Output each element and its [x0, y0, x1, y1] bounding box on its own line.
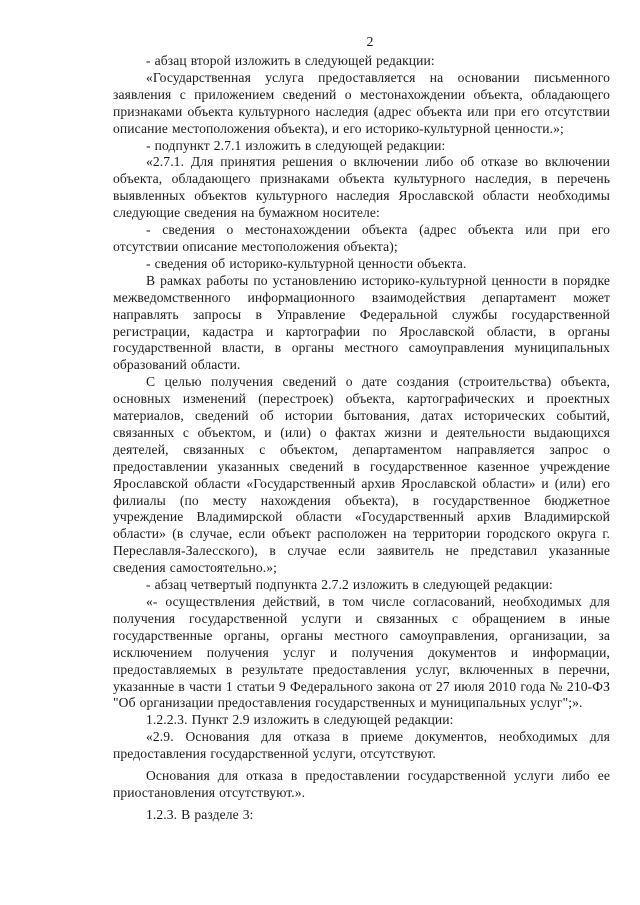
paragraph: - сведения о местонахождении объекта (адрес объекта или при его отсутствии описание местоположения объекта);	[113, 222, 610, 254]
paragraph: 1.2.3. В разделе 3:	[146, 806, 254, 822]
paragraph: «Государственная услуга предоставляется на основании письменного заявления с приложением сведений о местонахождении объекта, обладающего признаками объекта культурного наследия (адрес объекта или при его отсутствии описание местоположения объекта), и его историко-культурной ценности.»;	[113, 69, 610, 136]
paragraph: - абзац второй изложить в следующей редакции:	[146, 53, 435, 68]
paragraph: 1.2.2.3. Пункт 2.9 изложить в следующей редакции:	[146, 712, 454, 728]
paragraph: - абзац четвертый подпункта 2.7.2 изложить в следующей редакции:	[146, 577, 553, 593]
paragraph: «2.9. Основания для отказа в приеме документов, необходимых для предоставления государственной услуги, отсутствуют.	[113, 729, 610, 762]
paragraph: «- осуществления действий, в том числе согласований, необходимых для получения государственной услуги и связанных с обращением в иные государственные органы, органы местного самоуправления, организации, за исключением получения услуг и получения документов и информации, предоставляемых в результате предоставления услуг, включенных в перечни, указанные в части 1 статьи 9 Федерального закона от 27 июля 2010 года № 210-ФЗ "Об организации предоставления государственных и муниципальных услуг";».	[113, 594, 610, 711]
paragraph: «2.7.1. Для принятия решения о включении либо об отказе во включении объекта, обладающего признаками объекта культурного наследия, в перечень выявленных объектов культурного наследия Ярославской области необходимы следующие сведения на бумажном носителе:	[113, 154, 610, 221]
paragraph: - подпункт 2.7.1 изложить в следующей редакции:	[146, 137, 446, 153]
paragraph: - сведения об историко-культурной ценности объекта.	[146, 255, 467, 271]
paragraph: В рамках работы по установлению историко-культурной ценности в порядке межведомственного информационного взаимодействия департамент может направлять запросы в Управление Федеральной службы государственной регистрации, кадастра и картографии по Ярославской области, в органы государственной власти, в органы местного самоуправления муниципальных образований области.	[113, 272, 610, 373]
paragraph: Основания для отказа в предоставлении государственной услуги либо ее приостановления отсутствуют.».	[113, 768, 610, 800]
paragraph: С целью получения сведений о дате создания (строительства) объекта, основных изменений (перестроек) объекта, картографических и проектных материалов, сведений об истории бытования, датах исторических событий, связанных с объектом, и (или) о фактах жизни и деятельности выдающихся деятелей, связанных с объектом, департаментом направляется запрос о предоставлении указанных сведений в государственное казенное учреждение Ярославской области «Государственный архив Ярославской области» и (или) его филиалы (по месту нахождения объекта), в государственное бюджетное учреждение Владимирской области «Государственный архив Владимирской области» (в случае, если объект расположен на территории городского округа г. Переславля-Залесского), в случае если заявитель не представил указанные сведения самостоятельно.»;	[113, 374, 610, 576]
document-body	[113, 53, 610, 824]
page-number: 2	[366, 35, 374, 50]
